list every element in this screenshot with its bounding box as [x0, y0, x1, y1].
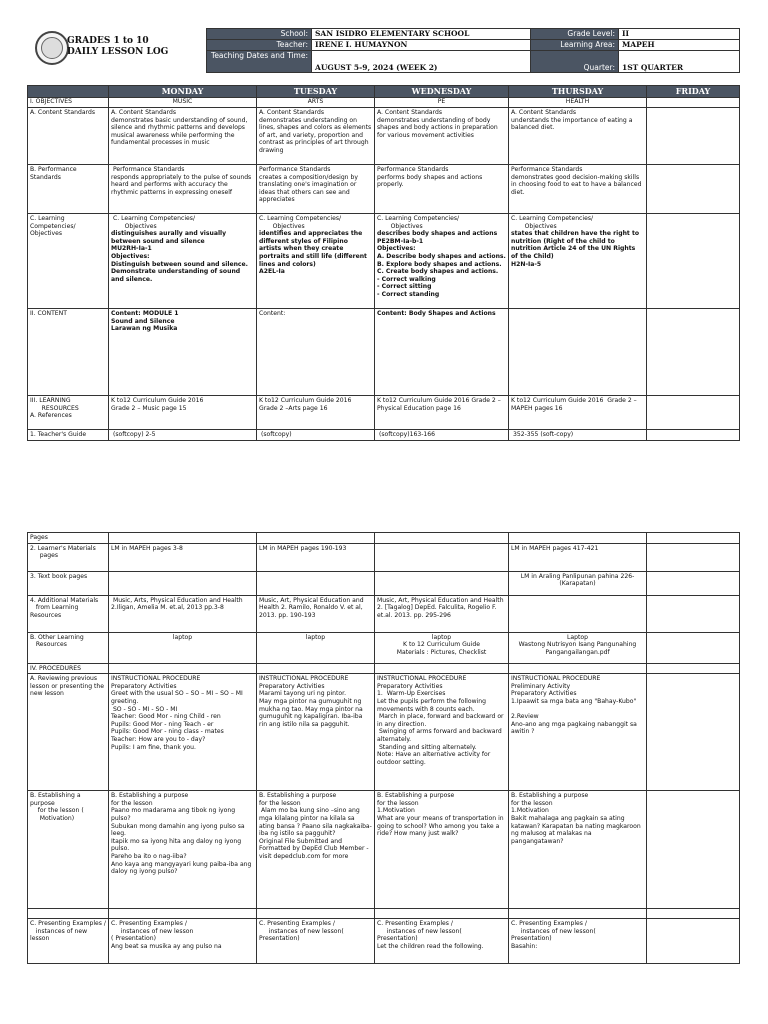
cell-friday	[647, 674, 740, 791]
table-row	[28, 543, 740, 571]
cell-thursday	[509, 674, 647, 791]
cell-monday	[109, 214, 257, 309]
cell-monday	[109, 430, 257, 441]
cell-text: C. Presenting Examples / instances of new lesson ( Presentation) Ang beat sa musika ay ang pulso na	[111, 920, 222, 950]
lesson-table-1	[27, 85, 740, 441]
cell-text: A. Content Standards demonstrates basic understanding of sound, silence and rhythmic patterns and develops musical awareness while performing the fundamental processes in music	[111, 109, 248, 147]
table-row	[28, 430, 740, 441]
cell-tuesday	[257, 663, 375, 674]
cell-wednesday	[375, 430, 509, 441]
cell-wednesday	[375, 674, 509, 791]
row-label-text: III. LEARNING RESOURCES A. References	[30, 397, 79, 420]
row-label-text: A. Content Standards	[30, 109, 96, 116]
cell-text: LM in Araling Panlipunan pahina 226-(Karapatan)	[520, 572, 635, 588]
cell-monday	[109, 108, 257, 165]
cell-text: A. Content Standards demonstrates understanding of body shapes and body actions in preparation for various movement activities	[377, 109, 498, 139]
row-label	[28, 165, 109, 214]
cell-wednesday	[375, 309, 509, 396]
cell-monday	[109, 396, 257, 430]
cell-text: LM in MAPEH pages 190-193	[259, 544, 347, 552]
lesson-log-page-1	[27, 28, 739, 441]
day-friday: FRIDAY	[647, 86, 740, 98]
table-row	[28, 663, 740, 674]
cell-thursday	[509, 430, 647, 441]
cell-monday	[109, 663, 257, 674]
cell-tuesday	[257, 430, 375, 441]
cell-line: - Correct sitting	[377, 283, 432, 291]
table-row	[28, 165, 740, 214]
row-label	[28, 430, 109, 441]
cell-line: - Correct walking	[377, 275, 436, 283]
cell-text: Music, Art, Physical Education and Health 2. [Tagalog] DepEd. Falculita, Rogelio F. et.al. 2013. pp. 295-296	[377, 596, 506, 619]
row-label-text: C. Presenting Examples / instances of new lesson	[30, 920, 106, 943]
cell-friday	[647, 595, 740, 632]
table-row	[28, 533, 740, 544]
cell-text	[377, 215, 506, 299]
cell-text: K to12 Curriculum Guide 2016 Grade 2 –Arts page 16	[259, 397, 352, 412]
cell-friday	[647, 543, 740, 571]
cell-thursday	[509, 595, 647, 632]
row-label-text: 3. Text book pages	[30, 572, 88, 580]
table-row	[28, 791, 740, 909]
day-tuesday: TUESDAY	[257, 86, 375, 98]
day-monday: MONDAY	[109, 86, 257, 98]
teacher-value: IRENE I. HUMAYNON	[312, 40, 531, 51]
objectives-label: I. OBJECTIVES	[28, 98, 109, 108]
lesson-table-2	[27, 532, 740, 964]
subject-monday: MUSIC	[109, 98, 257, 108]
cell-friday	[647, 632, 740, 663]
cell-tuesday	[257, 571, 375, 595]
cell-monday	[109, 674, 257, 791]
row-label	[28, 791, 109, 909]
cell-wednesday	[375, 108, 509, 165]
cell-line: C. Learning Competencies/	[112, 215, 196, 222]
cell-text: K to12 Curriculum Guide 2016 Grade 2 – Physical Education page 16	[377, 397, 503, 412]
school-value: SAN ISIDRO ELEMENTARY SCHOOL	[312, 29, 531, 40]
cell-line: MU2RH-Ia-1	[111, 245, 152, 253]
cell-text: K to12 Curriculum Guide 2016 Grade 2 – Music page 15	[111, 397, 204, 412]
row-label-text: 1. Teacher's Guide	[30, 431, 87, 438]
cell-tuesday	[257, 108, 375, 165]
table-row	[28, 632, 740, 663]
cell-line: C. Create body shapes and actions.	[377, 268, 499, 276]
cell-text: Music, Art, Physical Education and Health 2. Ramilo, Ronaldo V. et al, 2013. pp. 190-193	[259, 596, 366, 619]
cell-wednesday	[375, 595, 509, 632]
quarter-value: 1ST QUARTER	[619, 51, 740, 73]
cell-wednesday	[375, 663, 509, 674]
form-title	[67, 36, 168, 58]
cell-monday	[109, 632, 257, 663]
cell-text: Content:	[259, 310, 286, 317]
cell-text: Music, Arts, Physical Education and Health 2.Iligan, Amelia M. et.al, 2013 pp.3-8	[111, 596, 245, 612]
cell-text: INSTRUCTIONAL PROCEDURE Preparatory Activities Greet with the usual SO – SO – MI – SO – MI greeting. SO - SO - MI - SO - MI Teacher: Good Mor - ning Child - ren Pupils: Good Mor - ning Teach - er Pupils: Good Mor - ning class - mates Teacher: How are you to - day? Pupils: I am fine, thank you.	[111, 675, 243, 751]
cell-text: (softcopy)163-166	[377, 431, 436, 438]
deped-seal-icon	[35, 31, 69, 65]
row-label	[28, 595, 109, 632]
cell-tuesday	[257, 632, 375, 663]
cell-line: C. Learning Competencies/	[377, 215, 460, 222]
cell-wednesday	[375, 791, 509, 909]
cell-text: 352-355 (soft-copy)	[511, 431, 574, 438]
row-label	[28, 632, 109, 663]
row-label	[28, 909, 109, 919]
cell-text: C. Presenting Examples / instances of new lesson( Presentation) Basahin:	[511, 920, 596, 950]
table-row	[28, 919, 740, 964]
cell-text: LM in MAPEH pages 3-8	[111, 544, 183, 552]
cell-friday	[647, 919, 740, 964]
row-label	[28, 571, 109, 595]
cell-line: Larawan ng Musika	[111, 325, 178, 333]
subject-tuesday: ARTS	[257, 98, 375, 108]
cell-text: INSTRUCTIONAL PROCEDURE Preliminary Activity Preparatory Activities 1.Ipaawit sa mga bata ang "Bahay-Kubo" 2.Review Ano-ano ang mga pagkaing nabanggit sa awitin ?	[511, 675, 637, 736]
cell-thursday	[509, 791, 647, 909]
cell-wednesday	[375, 533, 509, 544]
cell-thursday	[509, 165, 647, 214]
cell-tuesday	[257, 543, 375, 571]
row-label-text: B. Establishing a purpose for the lesson ( Motivation)	[30, 792, 84, 822]
cell-monday	[109, 595, 257, 632]
cell-line: Content: Body Shapes and Actions	[377, 310, 496, 317]
row-label-text: 4. Additional Materials from Learning Resources	[30, 596, 99, 619]
cell-thursday	[509, 632, 647, 663]
cell-wednesday	[375, 165, 509, 214]
cell-line: identifies and appreciates the different styles of Filipino artists when they create portraits and still life (different lines and colors)	[259, 230, 367, 268]
table-row	[28, 571, 740, 595]
cell-line: Objectives	[272, 222, 305, 230]
cell-tuesday	[257, 791, 375, 909]
cell-text: B. Establishing a purpose for the lesson Alam mo ba kung sino –sino ang mga kilalang pintor na kilala sa ating bansa ? Paano sila nagkakaiba-iba ng istilo sa pagguhit? Original File Submitted and Formatted by DepEd Club Member - visit depedclub.com for more	[259, 792, 372, 860]
title-line2: DAILY LESSON LOG	[67, 47, 169, 57]
day-wednesday: WEDNESDAY	[375, 86, 509, 98]
lesson-log-page-2	[27, 532, 739, 964]
cell-text: laptop K to 12 Curriculum Guide Materials : Pictures, Checklist	[396, 633, 487, 656]
cell-tuesday	[257, 214, 375, 309]
corner-cell	[28, 86, 109, 98]
table-row	[28, 674, 740, 791]
subject-thursday: HEALTH	[509, 98, 647, 108]
cell-text	[377, 310, 506, 318]
cell-text: laptop	[172, 633, 193, 641]
cell-text: (softcopy)	[259, 431, 292, 438]
row-label-text: B. Other Learning Resources	[30, 633, 84, 649]
header	[27, 28, 739, 78]
cell-thursday	[509, 309, 647, 396]
cell-line: states that children have the right to nutrition (Right of the child to nutrition Article 24 of the UN Rights of the Child)	[511, 230, 640, 260]
title-line1: GRADES 1 to 10	[67, 36, 149, 46]
cell-text: C. Presenting Examples / instances of new lesson( Presentation) Let the children read the following.	[377, 920, 484, 950]
subject-wednesday: PE	[375, 98, 509, 108]
cell-line: Distinguish between sound and silence.	[111, 260, 248, 268]
grade-value: II	[619, 29, 740, 40]
cell-text: (softcopy) 2-5	[111, 431, 156, 438]
row-label	[28, 396, 109, 430]
row-label-text: II. CONTENT	[30, 310, 67, 317]
cell-line: Objectives	[124, 222, 157, 230]
cell-line: C. Learning Competencies/	[259, 215, 342, 222]
cell-text: INSTRUCTIONAL PROCEDURE Preparatory Activities 1. Warm-Up Exercises Let the pupils perform the following movements with 8 counts each. March in place, forward and backward or in any direction. Swinging of arms forward and backward alternately. Standing and sitting alternately. Note: Have an alternative activity for outdoor setting.	[377, 675, 504, 766]
row-label	[28, 674, 109, 791]
cell-monday	[109, 919, 257, 964]
cell-tuesday	[257, 674, 375, 791]
row-label	[28, 543, 109, 571]
cell-line: PE2BM-Ia-b-1	[377, 237, 424, 245]
row-label	[28, 214, 109, 309]
cell-text: Performance Standards demonstrates good decision-making skills in choosing food to eat to have a balanced diet.	[511, 166, 642, 196]
cell-monday	[109, 571, 257, 595]
cell-thursday	[509, 396, 647, 430]
row-label	[28, 663, 109, 674]
cell-thursday	[509, 533, 647, 544]
cell-wednesday	[375, 909, 509, 919]
cell-line: H2N-Ia-5	[511, 260, 542, 268]
cell-thursday	[509, 571, 647, 595]
row-label-text: A. Reviewing previous lesson or presenting the new lesson	[30, 675, 106, 698]
row-label	[28, 919, 109, 964]
cell-line: - Correct standing	[377, 290, 440, 298]
row-label	[28, 108, 109, 165]
row-label-text: Pages	[30, 534, 48, 541]
cell-tuesday	[257, 309, 375, 396]
cell-line: A2EL-Ia	[259, 268, 285, 276]
cell-friday	[647, 663, 740, 674]
cell-text: B. Establishing a purpose for the lesson 1.Motivation Bakit mahalaga ang pagkain sa ating katawan? Karapatan ba nating magkaroon ng malusog at malakas na pangangatawan?	[511, 792, 641, 845]
cell-tuesday	[257, 909, 375, 919]
cell-text: Performance Standards creates a composition/design by translating one's imagination or ideas that others can see and appreciates	[259, 166, 358, 204]
cell-tuesday	[257, 165, 375, 214]
cell-line: Objectives	[390, 222, 423, 230]
cell-text: B. Establishing a purpose for the lesson Paano mo madarama ang tibok ng iyong pulso? Subukan mong damahin ang iyong pulso sa leeg. Itapik mo sa iyong hita ang daloy ng iyong pulso. Pareho ba ito o nag-iiba? Ano kaya ang mangyayari kung paiba-iba ang daloy ng iyong pulso?	[111, 792, 252, 876]
cell-line: Objectives:	[111, 252, 150, 260]
table-row	[28, 108, 740, 165]
cell-line: B. Explore body shapes and actions.	[377, 260, 502, 268]
cell-text: Performance Standards responds appropriately to the pulse of sounds heard and performs with accuracy the rhythmic patterns in expressing oneself	[111, 166, 252, 196]
cell-friday	[647, 571, 740, 595]
cell-friday	[647, 165, 740, 214]
cell-text: K to12 Curriculum Guide 2016 Grade 2 – MAPEH pages 16	[511, 397, 639, 412]
cell-tuesday	[257, 595, 375, 632]
day-thursday: THURSDAY	[509, 86, 647, 98]
row-label-text: 2. Learner's Materials pages	[30, 544, 96, 560]
cell-monday	[109, 165, 257, 214]
table-row	[28, 309, 740, 396]
info-table	[206, 28, 740, 73]
cell-thursday	[509, 543, 647, 571]
cell-monday	[109, 791, 257, 909]
dates-label: Teaching Dates and Time:	[207, 51, 312, 73]
cell-friday	[647, 791, 740, 909]
cell-wednesday	[375, 543, 509, 571]
cell-text: A. Content Standards demonstrates understanding on lines, shapes and colors as elements of art, and variety, proportion and contrast as principles of art through drawing	[259, 109, 372, 154]
cell-line: Objectives	[524, 222, 557, 230]
cell-line: Sound and Silence	[111, 317, 175, 325]
cell-thursday	[509, 909, 647, 919]
row-label	[28, 533, 109, 544]
cell-line: Content: MODULE 1	[111, 310, 179, 317]
cell-monday	[109, 533, 257, 544]
cell-text	[259, 215, 372, 276]
cell-wednesday	[375, 396, 509, 430]
grade-label: Grade Level:	[531, 29, 619, 40]
cell-friday	[647, 430, 740, 441]
row-label-text: C. Learning Competencies/ Objectives	[30, 215, 78, 238]
subject-friday	[647, 98, 740, 108]
area-value: MAPEH	[619, 40, 740, 51]
table-body-2	[28, 533, 740, 964]
table-row	[28, 396, 740, 430]
cell-text	[111, 215, 254, 283]
table-row	[28, 214, 740, 309]
cell-text: B. Establishing a purpose for the lesson 1.Motivation What are your means of transportation in going to school? Who among you take a ride? How many just walk?	[377, 792, 504, 838]
cell-text: LM in MAPEH pages 417-421	[511, 544, 599, 552]
cell-wednesday	[375, 632, 509, 663]
cell-thursday	[509, 108, 647, 165]
cell-friday	[647, 108, 740, 165]
cell-friday	[647, 309, 740, 396]
dates-value: AUGUST 5-9, 2024 (WEEK 2)	[312, 51, 531, 73]
cell-friday	[647, 396, 740, 430]
cell-monday	[109, 543, 257, 571]
table-row	[28, 595, 740, 632]
cell-friday	[647, 533, 740, 544]
cell-text: Laptop Wastong Nutrisyon Isang Pangunahing Pangangailangan.pdf	[518, 633, 637, 656]
cell-tuesday	[257, 919, 375, 964]
cell-wednesday	[375, 919, 509, 964]
cell-tuesday	[257, 533, 375, 544]
cell-line: Demonstrate understanding of sound and silence.	[111, 268, 243, 283]
school-label: School:	[207, 29, 312, 40]
teacher-label: Teacher:	[207, 40, 312, 51]
quarter-label: Quarter:	[531, 51, 619, 73]
cell-friday	[647, 214, 740, 309]
cell-wednesday	[375, 571, 509, 595]
table-body-1	[28, 108, 740, 441]
cell-thursday	[509, 919, 647, 964]
cell-text: C. Presenting Examples / instances of new lesson( Presentation)	[259, 920, 344, 943]
cell-monday	[109, 309, 257, 396]
cell-line: C. Learning Competencies/	[511, 215, 594, 222]
row-label-text: IV. PROCEDURES	[30, 664, 81, 672]
cell-text: INSTRUCTIONAL PROCEDURE Preparatory Activities Marami tayong uri ng pintor. May mga pintor na gumuguhit ng mukha ng tao. May mga pintor na gumuguhit ng kapaligiran. Iba-iba rin ang istilo nila sa pagguhit.	[259, 675, 363, 728]
cell-text: A. Content Standards understands the importance of eating a balanced diet.	[511, 109, 633, 132]
table-row	[28, 909, 740, 919]
cell-friday	[647, 909, 740, 919]
cell-line: distinguishes aurally and visually between sound and silence	[111, 230, 227, 245]
row-label	[28, 309, 109, 396]
cell-text: Performance Standards performs body shapes and actions properly.	[377, 166, 483, 189]
cell-monday	[109, 909, 257, 919]
cell-text: laptop	[305, 633, 326, 641]
cell-line: describes body shapes and actions	[377, 230, 498, 238]
cell-tuesday	[257, 396, 375, 430]
cell-text	[111, 310, 254, 333]
area-label: Learning Area:	[531, 40, 619, 51]
cell-text	[511, 215, 644, 268]
cell-thursday	[509, 663, 647, 674]
cell-wednesday	[375, 214, 509, 309]
cell-line: A. Describe body shapes and actions.	[377, 252, 506, 260]
row-label-text: B. Performance Standards	[30, 166, 79, 181]
cell-line: Objectives:	[377, 245, 416, 253]
cell-thursday	[509, 214, 647, 309]
